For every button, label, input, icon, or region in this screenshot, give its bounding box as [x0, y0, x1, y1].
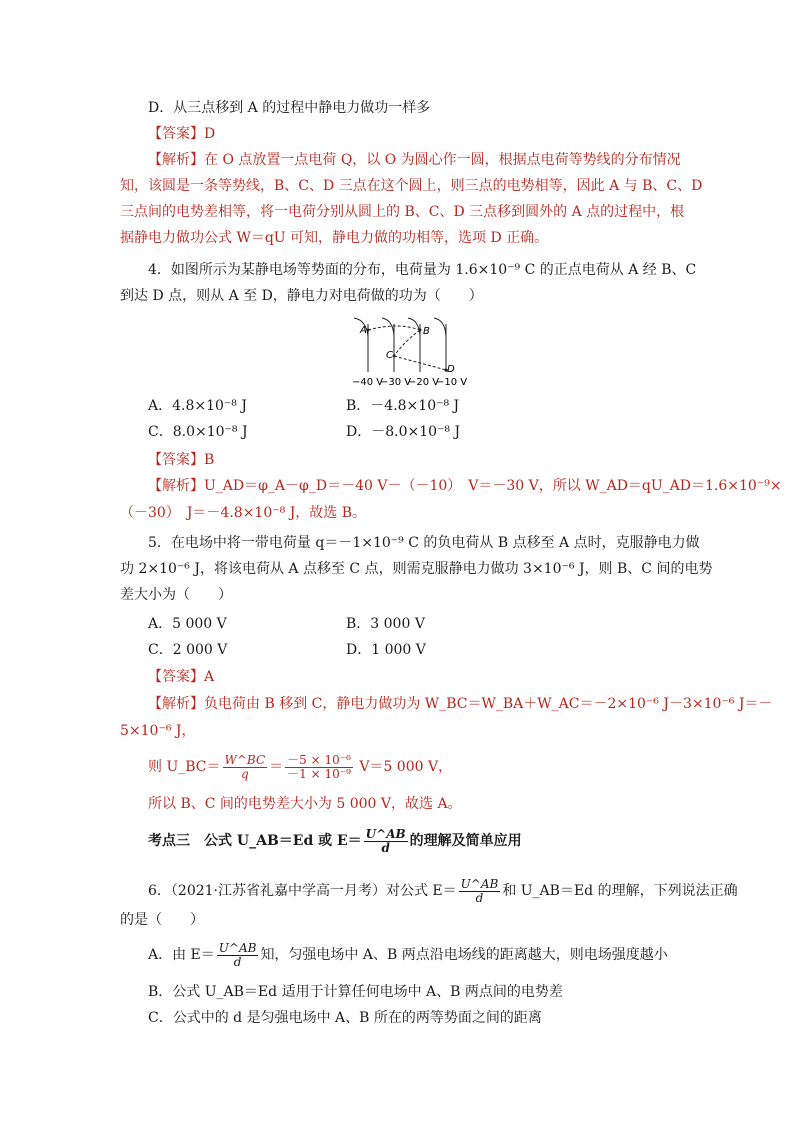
q5-analysis-line-4: 所以 B、C 间的电势差大小为 5 000 V，故选 A。	[148, 796, 462, 812]
fraction-values	[285, 754, 353, 781]
point-a	[367, 329, 370, 332]
formula-result: V＝5 000 V，	[354, 759, 453, 775]
fraction-denominator: d	[381, 840, 390, 855]
q5-option-c: C．2 000 V	[148, 642, 228, 658]
answer-value: A	[204, 669, 215, 685]
q3-analysis-line-3: 三点间的电势差相等，将一电荷分别从圆上的 B、C、D 三点移到圆外的 A 点的过程中，根	[120, 204, 685, 220]
q4-stem-line-2: 到达 D 点，则从 A 至 D，静电力对电荷做的功为（ ）	[120, 288, 483, 304]
fraction-numerator: U^AB	[365, 826, 406, 841]
formula-prefix: 则 U_BC＝	[148, 759, 221, 775]
q5-analysis-line-1	[148, 694, 772, 714]
section-title-prefix: 考点三 公式 U_AB＝Ed 或 E＝	[148, 833, 362, 849]
fraction-denominator: －1 × 10⁻⁹	[287, 766, 351, 781]
q4-option-d: D．－8.0×10⁻⁸ J	[346, 424, 461, 440]
option-suffix: 知，匀强电场中 A、B 两点沿电场线的距离越大，则电场强度越小	[260, 947, 668, 963]
q6-option-b: B．公式 U_AB＝Ed 适用于计算任何电场中 A、B 两点间的电势差	[148, 984, 563, 1000]
fraction-u-over-d	[364, 828, 408, 855]
potential-label: −30 V	[380, 377, 412, 388]
fraction-denominator: q	[240, 766, 249, 781]
q3-analysis-line-1	[148, 150, 681, 170]
label-a: A	[360, 325, 367, 336]
q3-analysis-line-4: 据静电力做功公式 W＝qU 可知，静电力做的功相等，选项 D 正确。	[120, 230, 549, 246]
equipotential-diagram	[346, 314, 476, 390]
q4-analysis-line-1	[148, 476, 782, 496]
q4-answer	[148, 450, 214, 470]
fraction-numerator: U^AB	[218, 940, 257, 955]
label-d: D	[447, 364, 455, 375]
q5-answer	[148, 667, 214, 687]
section-heading	[148, 826, 522, 856]
potential-label: −10 V	[436, 377, 468, 388]
label-b: B	[423, 326, 430, 337]
q6-stem-line-2: 的是（ ）	[120, 912, 204, 928]
equals-sign: ＝	[269, 759, 284, 775]
fraction-denominator: d	[233, 954, 242, 969]
q6-option-c: C．公式中的 d 是匀强电场中 A、B 所在的两等势面之间的距离	[148, 1010, 542, 1026]
fraction-u-over-d	[217, 942, 259, 969]
analysis-tag: 【解析】	[148, 478, 204, 494]
q6-stem-line-1	[148, 876, 738, 906]
fraction-numerator: －5 × 10⁻⁶	[287, 752, 351, 767]
q5-analysis-line-3	[148, 752, 452, 782]
label-c: C	[386, 350, 393, 361]
q4-option-b: B．－4.8×10⁻⁸ J	[346, 398, 460, 414]
q5-stem-line-2: 功 2×10⁻⁶ J，将该电荷从 A 点移至 C 点，则需克服静电力做功 3×10⁻⁶ J，则 B、C 间的电势	[120, 561, 713, 577]
answer-value: B	[204, 452, 215, 468]
fraction-denominator: d	[475, 890, 484, 905]
section-title-suffix: 的理解及简单应用	[409, 833, 522, 849]
analysis-text: 在 O 点放置一点电荷 Q，以 O 为圆心作一圆，根据点电荷等势线的分布情况	[204, 152, 681, 168]
q5-option-a: A．5 000 V	[148, 616, 227, 632]
fraction-w-over-q	[223, 754, 268, 781]
analysis-text: 负电荷由 B 移到 C，静电力做功为 W_BC＝W_BA＋W_AC＝－2×10⁻⁶ J－3×10⁻⁶ J＝－	[204, 696, 773, 712]
q5-stem-line-3: 差大小为（ ）	[120, 587, 232, 603]
q5-option-b: B．3 000 V	[346, 616, 425, 632]
potential-label: −40 V	[352, 377, 384, 388]
point-b	[419, 329, 422, 332]
q3-answer	[148, 124, 215, 144]
q3-option-d: D．从三点移到 A 的过程中静电力做功一样多	[148, 100, 431, 116]
fraction-u-over-d	[459, 878, 501, 905]
q6-stem-prefix: 6．（2021·江苏省礼嘉中学高一月考）对公式 E＝	[148, 883, 457, 899]
q5-analysis-line-2: 5×10⁻⁶ J，	[120, 723, 196, 739]
analysis-tag: 【解析】	[148, 696, 204, 712]
answer-tag: 【答案】	[148, 126, 204, 142]
analysis-text: U_AD＝φ_A－φ_D＝－40 V－（－10） V＝－30 V，所以 W_AD＝qU_AD＝1.6×10⁻⁹×	[204, 478, 782, 494]
q4-stem-line-1: 4．如图所示为某静电场等势面的分布，电荷量为 1.6×10⁻⁹ C 的正点电荷从 A 经 B、C	[148, 262, 697, 278]
q6-stem-suffix: 和 U_AB＝Ed 的理解，下列说法正确	[502, 883, 738, 899]
analysis-tag: 【解析】	[148, 152, 204, 168]
q4-option-a: A．4.8×10⁻⁸ J	[148, 398, 247, 414]
q4-analysis-line-2: （－30） J＝－4.8×10⁻⁸ J，故选 B。	[120, 505, 367, 521]
fraction-numerator: W^BC	[224, 752, 266, 767]
potential-label: −20 V	[408, 377, 440, 388]
answer-tag: 【答案】	[148, 452, 204, 468]
answer-tag: 【答案】	[148, 669, 204, 685]
option-prefix: A．由 E＝	[148, 947, 215, 963]
q6-option-a	[148, 940, 668, 970]
q4-option-c: C．8.0×10⁻⁸ J	[148, 424, 248, 440]
q5-stem-line-1: 5．在电场中将一带电荷量 q＝－1×10⁻⁹ C 的负电荷从 B 点移至 A 点时，克服静电力做	[148, 535, 700, 551]
fraction-numerator: U^AB	[460, 876, 499, 891]
answer-value: D	[204, 126, 216, 142]
equipotential-curve	[434, 318, 446, 336]
q5-option-d: D．1 000 V	[346, 642, 426, 658]
q3-analysis-line-2: 知，该圆是一条等势线，B、C、D 三点在这个圆上，则三点的电势相等，因此 A 与 B、C、D	[120, 178, 703, 194]
path-b-to-c	[394, 330, 420, 356]
